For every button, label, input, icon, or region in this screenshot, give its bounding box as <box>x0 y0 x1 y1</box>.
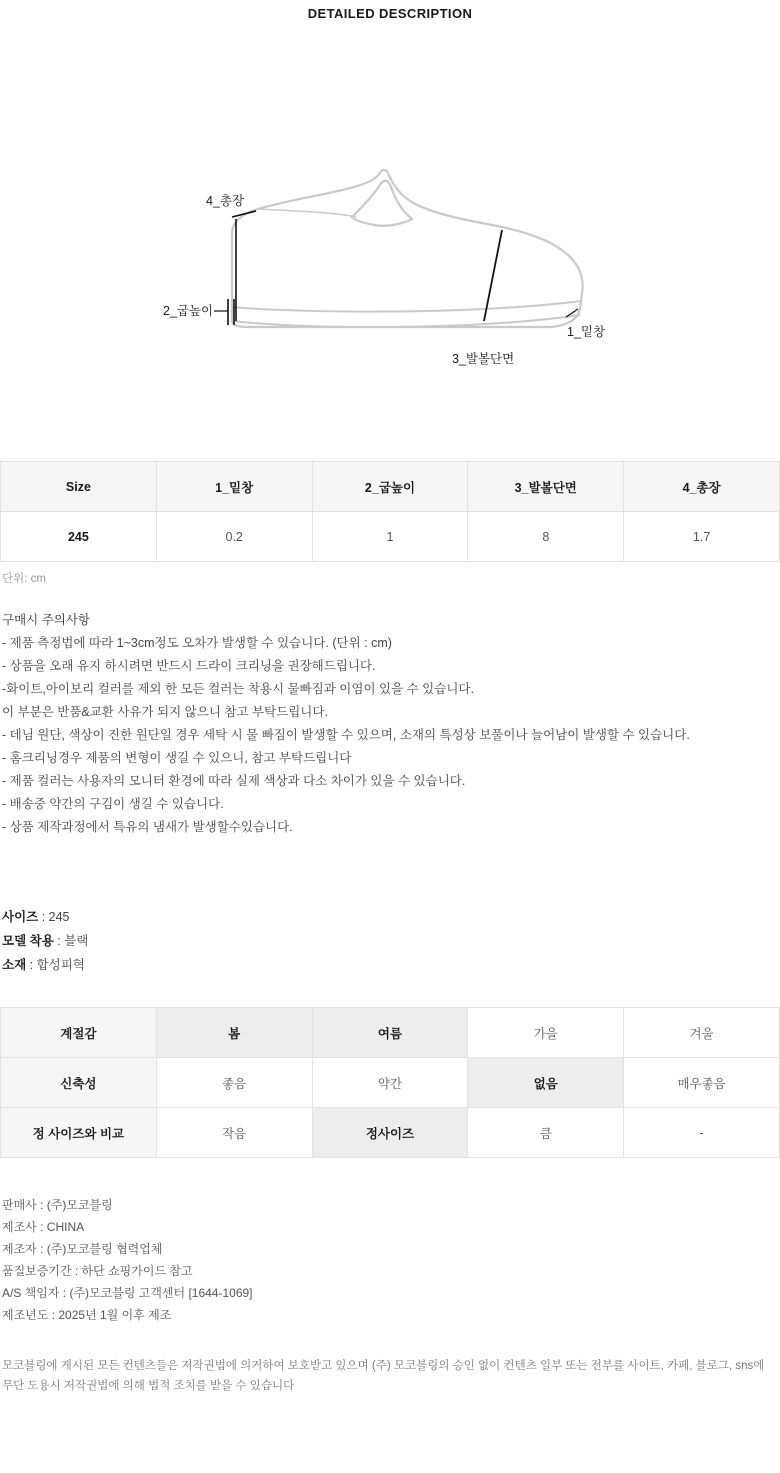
copyright-notice <box>0 1326 780 1416</box>
shoe-measurement-diagram <box>0 21 780 461</box>
size-table-header-size: Size <box>1 462 157 512</box>
notice-line: - 홈크리닝경우 제품의 변형이 생길 수 있으니, 참고 부탁드립니다 <box>2 751 352 765</box>
company-info <box>0 1194 780 1326</box>
company-info-line: A/S 책임자 : (주)모코블링 고객센터 [1644-1069] <box>2 1286 253 1300</box>
table-row <box>1 512 780 562</box>
attribute-option-season-1: 여름 <box>312 1008 468 1058</box>
copyright-line: 무단 도용시 저작권법에 의해 법적 조치를 받을 수 있습니다 <box>2 1380 295 1392</box>
attribute-option-stretch-2: 없음 <box>468 1058 624 1108</box>
spec-size-value: 245 <box>48 910 70 924</box>
attribute-option-season-0: 봄 <box>156 1008 312 1058</box>
notice-line: - 상품 제작과정에서 특유의 냄새가 발생할수있습니다. <box>2 820 293 834</box>
table-row <box>1 1058 780 1108</box>
company-info-line: 판매사 : (주)모코블링 <box>2 1198 113 1212</box>
notice-line: -화이트,아이보리 컬러를 제외 한 모든 컬러는 착용시 물빠짐과 이염이 있을 수 있습니다. <box>2 682 474 696</box>
copyright-line: 모코블링에 게시된 모든 컨텐츠들은 저작권법에 의거하여 보호받고 있으며 (주) 모코블링의 승인 없이 컨텐츠 일부 또는 전부를 사이트, 카페, 블로그, sns에 <box>2 1360 765 1372</box>
size-table-header-sole: 1_밑창 <box>156 462 312 512</box>
attribute-label-stretch: 신축성 <box>1 1058 157 1108</box>
size-cell-width: 8 <box>468 512 624 562</box>
size-table-header-heel: 2_굽높이 <box>312 462 468 512</box>
size-unit-note: 단위: cm <box>2 573 46 585</box>
table-row <box>1 1108 780 1158</box>
company-info-line: 품질보증기간 : 하단 쇼핑가이드 참고 <box>2 1264 193 1278</box>
attribute-option-fit-2: 큼 <box>468 1108 624 1158</box>
notice-list <box>0 632 780 839</box>
table-row <box>1 1008 780 1058</box>
attribute-option-stretch-1: 약간 <box>312 1058 468 1108</box>
company-info-line: 제조년도 : 2025년 1월 이후 제조 <box>2 1308 172 1322</box>
shoe-illustration <box>0 21 780 461</box>
spec-material-label: 소재 <box>2 958 27 972</box>
notice-line: 이 부분은 반품&교환 사유가 되지 않으니 참고 부탁드립니다. <box>2 705 328 719</box>
size-cell-total: 1.7 <box>624 512 780 562</box>
attribute-option-fit-3: - <box>624 1108 780 1158</box>
size-cell-heel: 1 <box>312 512 468 562</box>
spec-model-label: 모델 착용 <box>2 934 54 948</box>
size-table-header-row <box>1 462 780 512</box>
spec-material: 소재 : 합성피혁 <box>2 958 85 972</box>
notice-line: - 제품 측정법에 따라 1~3cm정도 오차가 발생할 수 있습니다. (단위 : cm) <box>2 636 392 650</box>
spec-size-label: 사이즈 <box>2 910 39 924</box>
notice-title: 구매시 주의사항 <box>2 613 90 627</box>
attribute-option-stretch-0: 좋음 <box>156 1058 312 1108</box>
spec-model: 모델 착용 : 블랙 <box>2 934 89 948</box>
spec-model-value: 블랙 <box>64 934 89 948</box>
company-info-line: 제조사 : CHINA <box>2 1220 85 1234</box>
attribute-label-season: 계절감 <box>1 1008 157 1058</box>
attribute-table <box>0 1007 780 1158</box>
attribute-option-fit-1: 정사이즈 <box>312 1108 468 1158</box>
size-table <box>0 461 780 562</box>
diagram-label-sole: 1_밑창 <box>567 325 606 339</box>
attribute-label-fit: 정 사이즈와 비교 <box>1 1108 157 1158</box>
notice-line: - 제품 컬러는 사용자의 모니터 환경에 따라 실제 색상과 다소 차이가 있을 수 있습니다. <box>2 774 466 788</box>
page-title: DETAILED DESCRIPTION <box>307 6 473 21</box>
notice-line: - 상품을 오래 유지 하시려면 반드시 드라이 크리닝을 권장해드립니다. <box>2 659 376 673</box>
attribute-option-stretch-3: 매우좋음 <box>624 1058 780 1108</box>
notice-line: - 배송중 약간의 구김이 생길 수 있습니다. <box>2 797 224 811</box>
diagram-label-foot-width: 3_발볼단면 <box>452 352 515 366</box>
company-info-line: 제조자 : (주)모코블링 협력업체 <box>2 1242 163 1256</box>
attribute-option-season-3: 겨울 <box>624 1008 780 1058</box>
attribute-option-season-2: 가을 <box>468 1008 624 1058</box>
diagram-label-heel-height: 2_굽높이 <box>163 304 214 318</box>
spec-list <box>0 887 780 977</box>
attribute-option-fit-0: 작음 <box>156 1108 312 1158</box>
diagram-label-total-length: 4_총장 <box>206 194 245 208</box>
size-table-header-width: 3_발볼단면 <box>468 462 624 512</box>
size-table-header-total: 4_총장 <box>624 462 780 512</box>
spec-size: 사이즈 : 245 <box>2 910 70 924</box>
notice-line: - 데님 원단, 색상이 진한 원단일 경우 세탁 시 물 빠짐이 발생할 수 있으며, 소재의 특성상 보풀이나 늘어남이 발생할 수 있습니다. <box>2 728 690 742</box>
spec-material-value: 합성피혁 <box>36 958 85 972</box>
size-cell-sole: 0.2 <box>156 512 312 562</box>
size-cell-size: 245 <box>1 512 157 562</box>
